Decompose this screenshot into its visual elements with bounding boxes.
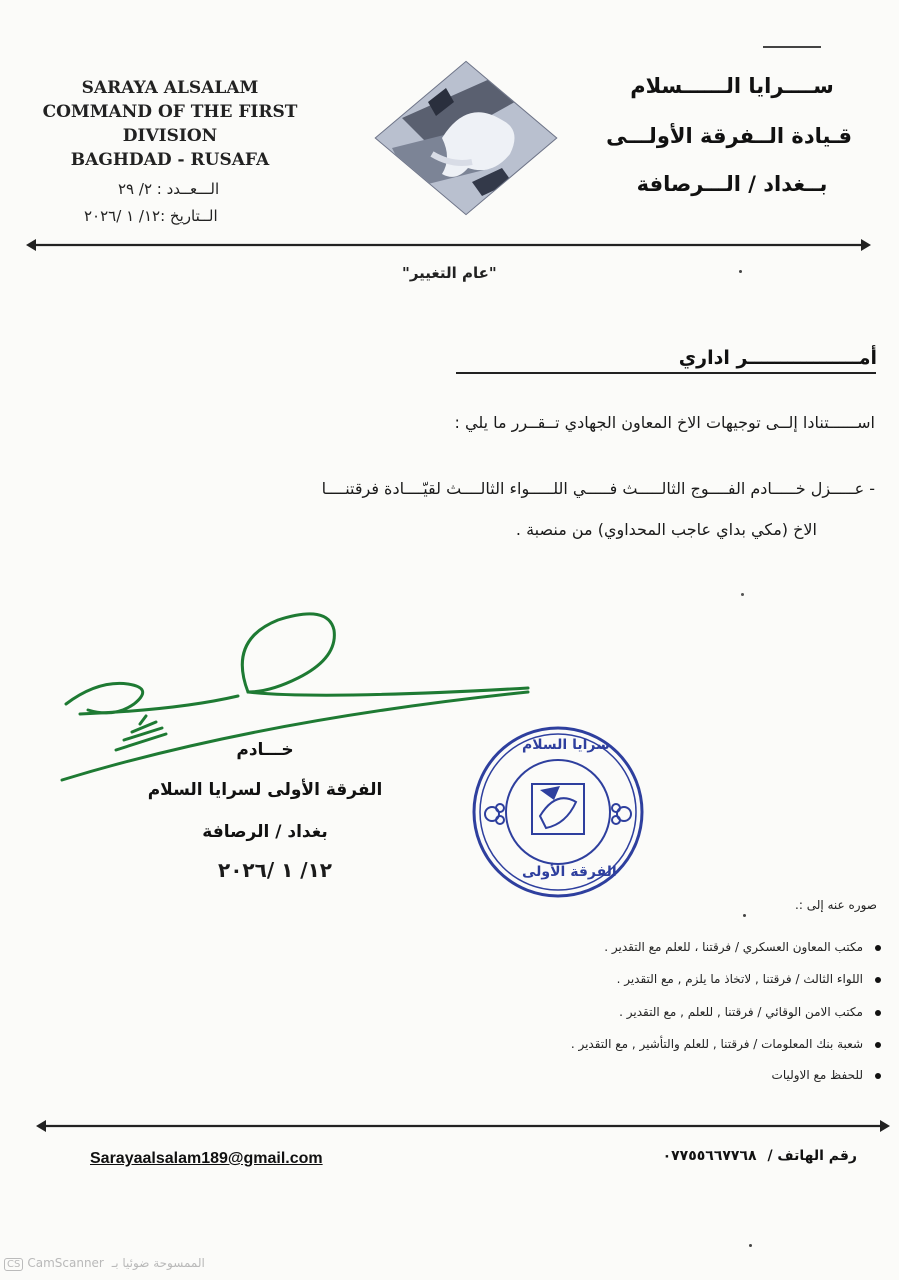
bullet-dot-icon	[875, 945, 881, 951]
seal-bottom-text: الفرقة الأولى	[522, 864, 617, 880]
watermark-arabic: الممسوحة ضوئيا بـ	[111, 1256, 205, 1270]
header-divider	[26, 238, 871, 252]
circular-seal-icon	[470, 724, 646, 900]
body-item-line-2: الاخ (مكي بداي عاجب المحداوي) من منصبة .	[515, 520, 817, 539]
phone-label: رقم الهاتف /	[767, 1148, 857, 1164]
english-line-1: SARAYA ALSALAM	[81, 78, 259, 98]
arabic-letterhead-line-1: ســــرايا الــــــسلام	[630, 74, 834, 98]
copy-item-3	[619, 1005, 881, 1019]
stray-mark	[763, 46, 821, 48]
stray-dot	[739, 270, 742, 273]
title-underline	[456, 372, 876, 374]
watermark-app: CamScanner	[27, 1256, 104, 1270]
camscanner-logo-icon: CS	[4, 1258, 23, 1271]
english-line-3: DIVISION	[122, 126, 218, 146]
arabic-letterhead-line-3: بــغداد / الـــرصافة	[636, 172, 828, 196]
signature-date: ١٢/ ١ /٢٠٢٦	[217, 858, 333, 882]
copy-item-2-text: اللواء الثالث / فرقتنا , لاتخاذ ما يلزم , مع التقدير .	[616, 972, 863, 986]
signer-unit: الفرقة الأولى لسرايا السلام	[147, 780, 383, 800]
signer-location: بغداد / الرصافة	[202, 822, 328, 842]
bullet-dot-icon	[875, 1042, 881, 1048]
english-letterhead	[40, 76, 300, 172]
copy-item-5	[772, 1068, 881, 1082]
copy-item-2	[617, 972, 881, 986]
copy-item-1-text: مكتب المعاون العسكري / فرقتنا ، للعلم مع التقدير .	[604, 940, 863, 954]
footer-divider	[36, 1119, 890, 1133]
body-item-line-1: - عـــــزل خـــــادم الفــــوج الثالـــــث فـــــي اللـــــواء الثالــــث لقيّــــادة فرقتنــــا	[321, 479, 875, 498]
camscanner-watermark	[4, 1256, 205, 1271]
copy-item-4-text: شعبة بنك المعلومات / فرقتنا , للعلم والتأشير , مع التقدير .	[570, 1037, 863, 1051]
stray-dot	[743, 914, 746, 917]
copy-item-4	[571, 1037, 881, 1051]
page-title: أمـــــــــــــــــر اداري	[678, 347, 877, 369]
body-intro: اســــــتنادا إلــى توجيهات الاخ المعاون الجهادي تــقــرر ما يلي :	[454, 413, 875, 432]
document-number: الـــعــدد : ٢/ ٢٩	[118, 180, 220, 198]
slogan: "عام التغيير"	[402, 264, 497, 282]
phone-number[interactable]: ٠٧٧٥٥٦٦٧٧٦٨	[662, 1148, 757, 1164]
document-date: الــتاريخ :١٢/ ١ /٢٠٢٦	[84, 207, 218, 225]
phone-contact	[663, 1148, 857, 1164]
arabic-letterhead-line-2: قـيادة الــفرقة الأولـــى	[606, 124, 852, 148]
english-line-2: COMMAND OF THE FIRST	[42, 102, 298, 122]
copy-item-1	[604, 940, 881, 954]
signer-title: خـــادم	[236, 740, 294, 760]
copies-heading: صوره عنه إلى :.	[795, 898, 877, 912]
bullet-dot-icon	[875, 977, 881, 983]
english-line-4: BAGHDAD - RUSAFA	[70, 150, 270, 170]
seal-top-text: سرايا السلام	[522, 737, 610, 753]
stray-dot	[741, 593, 744, 596]
copy-item-5-text: للحفظ مع الاوليات	[771, 1068, 863, 1082]
bullet-dot-icon	[875, 1073, 881, 1079]
copy-item-3-text: مكتب الامن الوقائي / فرقتنا , للعلم , مع التقدير .	[619, 1005, 863, 1019]
bullet-dot-icon	[875, 1010, 881, 1016]
email-link[interactable]: Sarayaalsalam189@gmail.com	[90, 1150, 323, 1167]
dove-flag-emblem-icon	[372, 58, 560, 218]
stray-dot	[749, 1244, 752, 1247]
